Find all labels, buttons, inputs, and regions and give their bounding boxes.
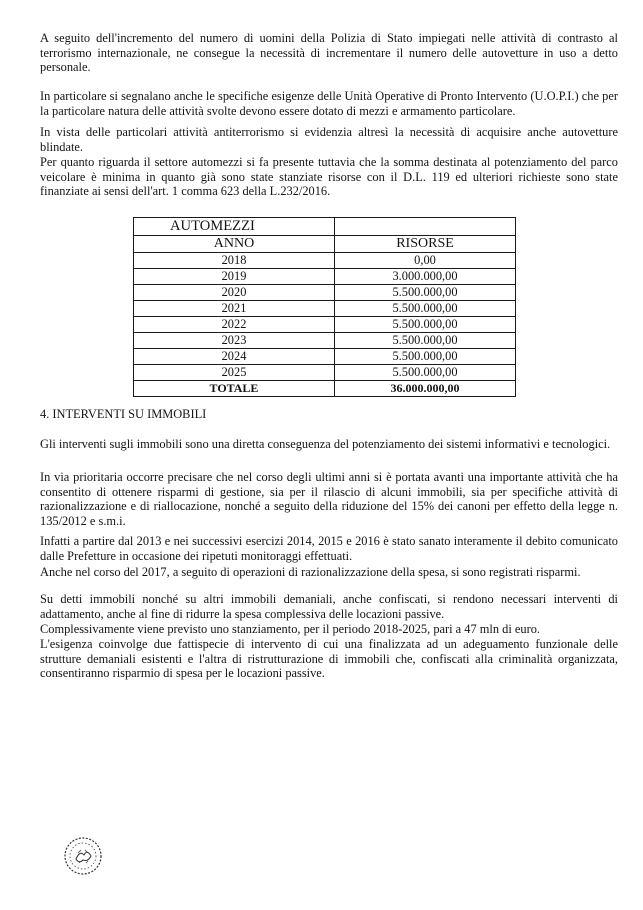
- column-header-resources: RISORSE: [335, 236, 516, 253]
- total-amount: 36.000.000,00: [335, 381, 516, 397]
- section-heading: 4. INTERVENTI SU IMMOBILI: [40, 407, 207, 421]
- table-row: [134, 333, 516, 349]
- amount-cell: 5.500.000,00: [335, 333, 516, 349]
- table-row: [134, 253, 516, 269]
- year-cell: 2020: [134, 285, 335, 301]
- year-cell: 2025: [134, 365, 335, 381]
- amount-cell: 5.500.000,00: [335, 365, 516, 381]
- table-row: [134, 365, 516, 381]
- table-row: [134, 301, 516, 317]
- table-row: [134, 317, 516, 333]
- year-cell: 2023: [134, 333, 335, 349]
- amount-cell: 5.500.000,00: [335, 301, 516, 317]
- paragraph-prefetture-debt: Infatti a partire dal 2013 e nei successivi esercizi 2014, 2015 e 2016 è stato sanato interamente il debito comunicato dalle Prefetture in occasione dei ripetuti monitoraggi effettuati.: [40, 534, 618, 563]
- year-cell: 2021: [134, 301, 335, 317]
- amount-cell: 0,00: [335, 253, 516, 269]
- year-cell: 2019: [134, 269, 335, 285]
- year-cell: 2024: [134, 349, 335, 365]
- year-cell: 2022: [134, 317, 335, 333]
- paragraph-2017-savings: Anche nel corso del 2017, a seguito di operazioni di razionalizzazione della spesa, si sono registrati risparmi.: [40, 565, 581, 579]
- paragraph-buildings-intro: Gli interventi sugli immobili sono una diretta conseguenza del potenziamento dei sistemi informativi e tecnologici.: [40, 437, 611, 451]
- paragraph-savings-activity: In via prioritaria occorre precisare che nel corso degli ultimi anni si è portata avanti una importante attività che ha consentito di ottenere risparmi di gestione, sia per il rilascio di alcuni immobili, sia per specifiche attività di razionalizzazione e di riallocazione, nonché a seguito della riduzione del 15% dei canoni per effetto della legge n. 135/2012 e s.m.i.: [40, 470, 618, 528]
- amount-cell: 5.500.000,00: [335, 349, 516, 365]
- table-row: [134, 269, 516, 285]
- table-row: [134, 349, 516, 365]
- amount-cell: 3.000.000,00: [335, 269, 516, 285]
- total-label: TOTALE: [134, 381, 335, 397]
- paragraph-allocation: Complessivamente viene previsto uno stanziamento, per il periodo 2018-2025, pari a 47 mln di euro.: [40, 622, 540, 636]
- paragraph-vehicle-funding: Per quanto riguarda il settore automezzi si fa presente tuttavia che la somma destinata al potenziamento del parco veicolare è minima in quanto già sono state stanziate risorse con il D.L. 119 ed ulteriori richieste sono state finanziate ai sensi dell'art. 1 comma 623 della L.232/2016.: [40, 155, 618, 199]
- paragraph-police-vehicles: A seguito dell'incremento del numero di uomini della Polizia di Stato impiegati nelle attività di contrasto al terrorismo internazionale, ne consegue la necessità di incrementare il numero delle autovetture in uso a detto personale.: [40, 31, 618, 75]
- table-title: AUTOMEZZI: [134, 218, 335, 236]
- column-header-year: ANNO: [134, 236, 335, 253]
- paragraph-armored-vehicles: In vista delle particolari attività antiterrorismo si evidenzia altresì la necessità di acquisire anche autovetture blindate.: [40, 125, 618, 154]
- amount-cell: 5.500.000,00: [335, 285, 516, 301]
- table-total-row: [134, 381, 516, 397]
- table-row: [134, 285, 516, 301]
- paragraph-adaptation: Su detti immobili nonché su altri immobili demaniali, anche confiscati, si rendono necessari interventi di adattamento, anche al fine di ridurre la spesa complessiva delle locazioni passive.: [40, 592, 618, 621]
- official-seal-icon: [62, 835, 104, 877]
- table-title-empty-cell: [335, 218, 516, 236]
- paragraph-two-interventions: L'esigenza coinvolge due fattispecie di intervento di cui una finalizzata ad un adeguamento funzionale delle strutture demaniali esistenti e l'altra di ristrutturazione di immobili che, confiscati alla criminalità organizzata, consentiranno risparmio di spesa per le locazioni passive.: [40, 637, 618, 681]
- vehicles-resources-table: [133, 217, 516, 397]
- paragraph-uopi: In particolare si segnalano anche le specifiche esigenze delle Unità Operative di Pronto Intervento (U.O.P.I.) che per la particolare natura delle attività svolte devono essere dotato di mezzi e armamento particolare.: [40, 89, 618, 118]
- amount-cell: 5.500.000,00: [335, 317, 516, 333]
- year-cell: 2018: [134, 253, 335, 269]
- table-title-row: [134, 218, 516, 236]
- table-header-row: [134, 236, 516, 253]
